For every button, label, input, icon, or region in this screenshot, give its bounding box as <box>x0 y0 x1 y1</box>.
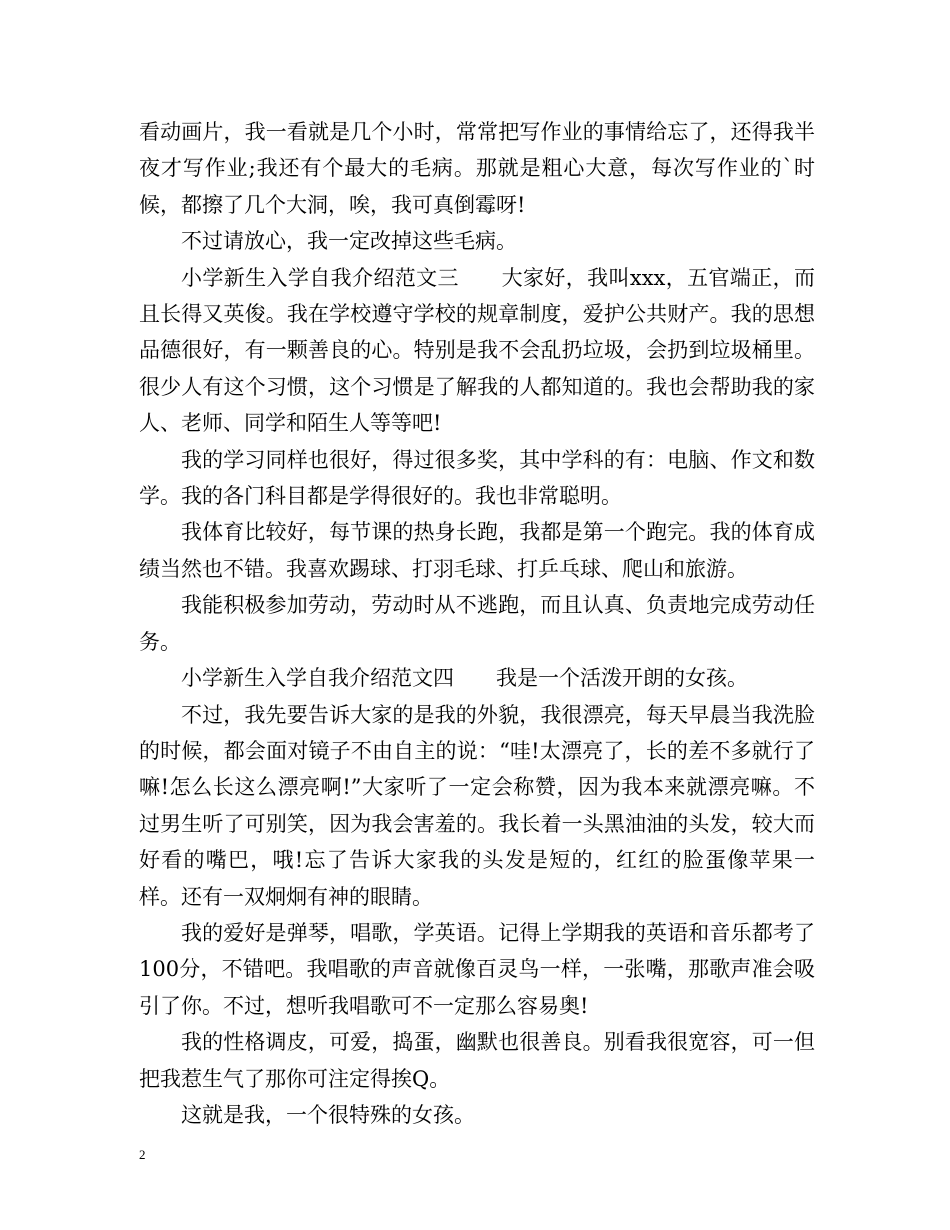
paragraph: 小学新生入学自我介绍范文三 大家好，我叫xxx，五官端正，而且长得又英俊。我在学校遵守学校的规章制度，爱护公共财产。我的思想品德很好，有一颗善良的心。特别是我不会乱扔垃圾，会扔到垃圾桶里。很少人有这个习惯，这个习惯是了解我的人都知道的。我也会帮助我的家人、老师、同学和陌生人等等吧! <box>139 265 815 436</box>
paragraph: 我体育比较好，每节课的热身长跑，我都是第一个跑完。我的体育成绩当然也不错。我喜欢踢球、打羽毛球、打乒乓球、爬山和旅游。 <box>139 520 815 581</box>
paragraph: 小学新生入学自我介绍范文四 我是一个活泼开朗的女孩。 <box>181 666 748 691</box>
paragraph: 我能积极参加劳动，劳动时从不逃跑，而且认真、负责地完成劳动任务。 <box>139 593 815 654</box>
paragraph: 我的学习同样也很好，得过很多奖，其中学科的有：电脑、作文和数学。我的各门科目都是学得很好的。我也非常聪明。 <box>139 447 815 509</box>
paragraph: 看动画片，我一看就是几个小时，常常把写作业的事情给忘了，还得我半夜才写作业;我还有个最大的毛病。那就是粗心大意，每次写作业的`时候，都擦了几个大洞，唉，我可真倒霉呀! <box>139 120 815 217</box>
paragraph: 这就是我，一个很特殊的女孩。 <box>181 1102 475 1127</box>
paragraph: 我的爱好是弹琴，唱歌，学英语。记得上学期我的英语和音乐都考了100分，不错吧。我唱歌的声音就像百灵鸟一样，一张嘴，那歌声准会吸引了你。不过，想听我唱歌可不一定那么容易奥! <box>139 920 815 1018</box>
document-body <box>139 114 815 1133</box>
paragraph: 不过请放心，我一定改掉这些毛病。 <box>181 229 517 254</box>
paragraph: 不过，我先要告诉大家的是我的外貌，我很漂亮，每天早晨当我洗脸的时候，都会面对镜子不由自主的说：“哇!太漂亮了，长的差不多就行了嘛!怎么长这么漂亮啊!”大家听了一定会称赞，因为我本来就漂亮嘛。不过男生听了可别笑，因为我会害羞的。我长着一头黑油油的头发，较大而好看的嘴巴，哦!忘了告诉大家我的头发是短的，红红的脸蛋像苹果一样。还有一双炯炯有神的眼睛。 <box>139 702 815 909</box>
paragraph: 我的性格调皮，可爱，捣蛋，幽默也很善良。别看我很宽容，可一但把我惹生气了那你可注定得挨Q。 <box>139 1030 815 1091</box>
page-number: 2 <box>139 1147 146 1162</box>
